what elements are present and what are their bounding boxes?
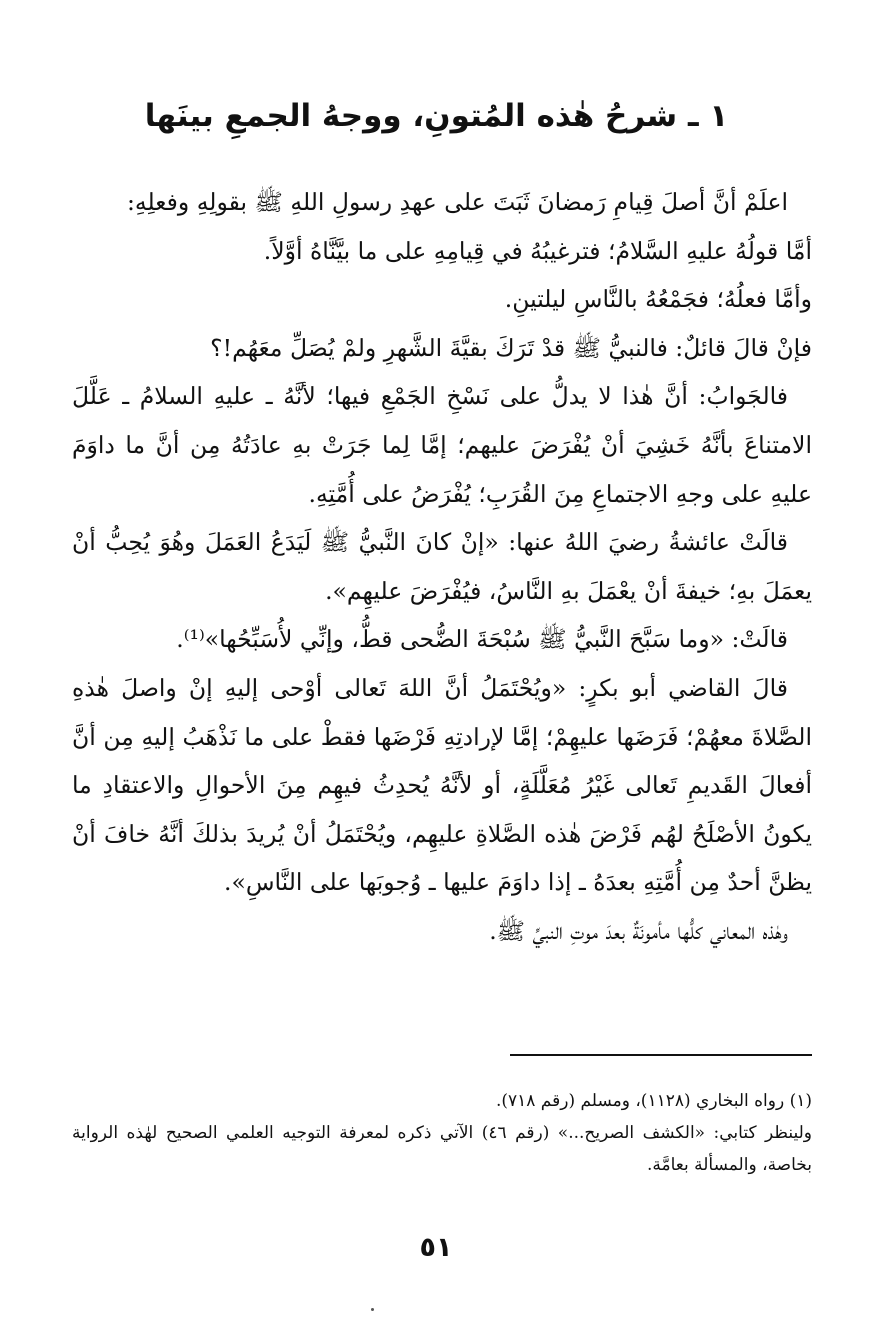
footnote: (١) رواه البخاري (١١٢٨)، ومسلم (رقم ٧١٨). <box>495 1091 812 1111</box>
footnote-separator <box>510 1054 812 1056</box>
footnote: ولينظر كتابي: «الكشف الصريح...» (رقم ٤٦) الآتي ذكره لمعرفة التوجيه العلمي الصحيح لهٰذه الرواية بخاصة، والمسألة بعامَّة. <box>72 1123 812 1175</box>
paragraph: فإنْ قالَ قائلٌ: فالنبيُّ ﷺ قدْ تَرَكَ بقيَّةَ الشَّهرِ ولمْ يُصَلِّ معَهُم!؟ <box>210 333 812 362</box>
paragraph: قالَتْ عائشةُ رضيَ اللهُ عنها: «إنْ كانَ النَّبيُّ ﷺ لَيَدَعُ العَمَلَ وهُوَ يُحِبُّ أنْ يعمَلَ بهِ؛ خيفةَ أنْ يعْمَلَ بهِ النَّاسُ، فيُفْرَضَ عليهِم». <box>72 528 812 605</box>
print-mark <box>371 1308 374 1311</box>
paragraph: فالجَوابُ: أنَّ هٰذا لا يدلُّ على نَسْخِ الجَمْعِ فيها؛ لأنَّهُ ـ عليهِ السلامُ ـ عَلَّلَ الامتناعَ بأنَّهُ خَشِيَ أنْ يُفْرَضَ عليهم؛ إمَّا لِما جَرَتْ بهِ عادَتُهُ مِن أنَّ ما داوَمَ عليهِ على وجهِ الاجتماعِ مِنَ القُرَبِ؛ يُفْرَضُ على أُمَّتِهِ. <box>72 382 812 508</box>
main-text <box>72 178 812 956</box>
paragraph: قالَ القاضي أبو بكرٍ: «ويُحْتَمَلُ أنَّ اللهَ تَعالى أوْحى إليهِ إنْ واصلَ هٰذهِ الصَّلاةَ معهُمْ؛ فَرَضَها عليهِمْ؛ إمَّا لإرادتِهِ فَرْضَها فقطْ على ما نَذْهَبُ إليهِ مِن أنَّ أفعالَ القَديمِ تَعالى غَيْرُ مُعَلَّلَةٍ، أو لأنَّهُ يُحدِثُ فيهِم مِنَ الأحوالِ والاعتقادِ ما يكونُ الأصْلَحُ لهُم فَرْضَ هٰذه الصَّلاةِ عليهِم، ويُحْتَمَلُ أنْ يُريدَ بذلكَ أنَّهُ خافَ أنْ يظنَّ أحدٌ مِن أُمَّتِهِ بعدَهُ ـ إذا داوَمَ عليها ـ وُجوبَها على النَّاسِ». <box>72 673 812 897</box>
section-heading: ١ ـ شرحُ هٰذه المُتونِ، ووجهُ الجمعِ بينَها <box>144 98 729 134</box>
paragraph: قالَتْ: «وما سَبَّحَ النَّبيُّ ﷺ سُبْحَةَ الضُّحى قطُّ، وإنِّي لأُسَبِّحُها»⁽¹⁾. <box>176 625 788 654</box>
paragraph: وأمَّا فعلُهُ؛ فجَمْعُهُ بالنَّاسِ ليلتينِ. <box>504 285 812 314</box>
paragraph: وهٰذه المعاني كلُّها مأمونَةٌ بعدَ موتِ النبيِّ ﷺ. <box>489 916 788 945</box>
page-number: ٥١ <box>419 1232 453 1263</box>
footnotes <box>72 1085 812 1181</box>
paragraph: أمَّا قولُهُ عليهِ السَّلامُ؛ فترغيبُهُ في قِيامِهِ على ما بيَّنَّاهُ أوَّلاً. <box>263 236 812 265</box>
paragraph: اعلَمْ أنَّ أصلَ قِيامِ رَمضانَ ثَبَتَ على عهدِ رسولِ اللهِ ﷺ بقولِهِ وفعلِهِ: <box>127 188 788 216</box>
